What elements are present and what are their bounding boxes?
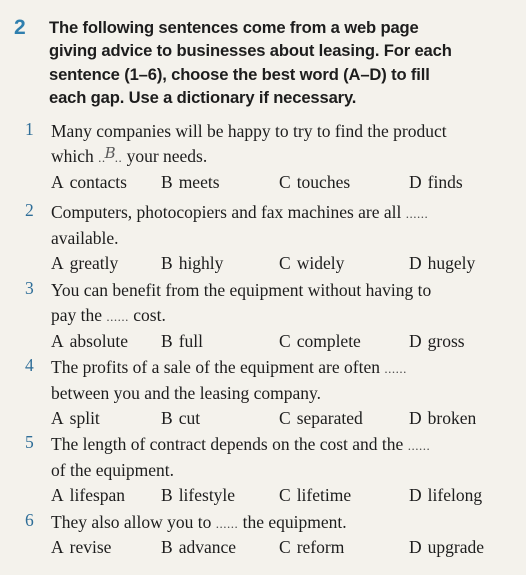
question-item-2: [0, 200, 526, 278]
gap-dots: ......: [407, 438, 431, 453]
question-text-part: the equipment.: [238, 512, 347, 532]
option-c[interactable]: [279, 172, 350, 193]
option-letter: C: [279, 253, 291, 273]
option-b[interactable]: [161, 253, 223, 274]
option-a[interactable]: [51, 537, 111, 558]
option-word: hugely: [427, 253, 476, 273]
option-b[interactable]: [161, 408, 200, 429]
option-letter: B: [161, 331, 173, 351]
instruction-line: each gap. Use a dictionary if necessary.: [49, 88, 357, 108]
question-text-part: between you and the leasing company.: [51, 383, 322, 403]
instruction-line: giving advice to businesses about leasing. For each: [49, 41, 452, 61]
option-d[interactable]: [409, 253, 475, 274]
option-word: finds: [427, 172, 463, 192]
option-letter: A: [51, 331, 64, 351]
option-letter: C: [279, 537, 291, 557]
option-letter: B: [161, 408, 173, 428]
gap-dots: ..: [98, 150, 106, 165]
option-word: advance: [178, 537, 237, 557]
option-d[interactable]: [409, 485, 482, 506]
option-letter: D: [409, 331, 422, 351]
question-text-part: cost.: [128, 305, 166, 325]
option-b[interactable]: [161, 172, 220, 193]
option-word: complete: [296, 331, 361, 351]
answer-options: [0, 537, 526, 562]
exercise-number: 2: [14, 16, 26, 39]
option-c[interactable]: [279, 408, 363, 429]
question-text-part: The profits of a sale of the equipment are often: [51, 357, 385, 377]
option-letter: C: [279, 408, 291, 428]
option-c[interactable]: [279, 253, 344, 274]
option-word: broken: [427, 408, 477, 428]
option-word: highly: [178, 253, 224, 273]
option-word: lifelong: [427, 485, 483, 505]
gap-dots: ......: [106, 309, 129, 324]
question-item-4: [0, 355, 526, 433]
option-word: absolute: [69, 331, 128, 351]
question-text-part: available.: [51, 228, 119, 248]
option-c[interactable]: [279, 537, 344, 558]
option-a[interactable]: [51, 253, 118, 274]
option-word: full: [178, 331, 203, 351]
option-letter: B: [161, 485, 173, 505]
instruction-line: sentence (1–6), choose the best word (A–D) to fill: [49, 64, 430, 84]
question-number: 4: [25, 355, 34, 375]
option-letter: B: [161, 172, 173, 192]
option-letter: C: [279, 331, 291, 351]
option-letter: C: [279, 485, 291, 505]
instruction-line: The following sentences come from a web page: [49, 18, 419, 37]
option-word: revise: [69, 537, 112, 557]
option-word: split: [69, 408, 100, 428]
option-word: contacts: [69, 172, 127, 192]
question-text: [51, 355, 521, 406]
option-letter: D: [409, 537, 422, 557]
option-d[interactable]: [409, 331, 465, 352]
option-word: separated: [296, 408, 363, 428]
question-text-part: You can benefit from the equipment without having to: [51, 280, 432, 300]
question-text-part: which: [51, 146, 99, 166]
gap-dots: ..: [114, 150, 123, 165]
option-letter: C: [279, 172, 291, 192]
option-b[interactable]: [161, 485, 235, 506]
question-text: [51, 432, 521, 483]
answer-options: [0, 485, 526, 510]
question-number: 3: [25, 278, 34, 298]
option-letter: B: [161, 253, 173, 273]
option-d[interactable]: [409, 537, 484, 558]
question-number: 5: [25, 432, 34, 452]
gap-dots: ......: [215, 516, 239, 531]
option-letter: B: [161, 537, 173, 557]
handwritten-answer: B: [104, 144, 116, 162]
option-a[interactable]: [51, 172, 127, 193]
option-letter: A: [51, 408, 64, 428]
option-word: lifetime: [296, 485, 352, 505]
answer-options: [0, 408, 526, 433]
option-word: meets: [178, 172, 220, 192]
option-letter: D: [409, 485, 422, 505]
question-text-part: The length of contract depends on the cost and the: [51, 434, 408, 454]
option-letter: A: [51, 485, 64, 505]
question-text-part: of the equipment.: [51, 460, 174, 480]
gap-dots: ......: [384, 361, 407, 376]
option-b[interactable]: [161, 537, 236, 558]
option-letter: A: [51, 253, 64, 273]
answer-options: [0, 331, 526, 356]
question-text-part: pay the: [51, 305, 107, 325]
question-text: [51, 119, 521, 170]
option-letter: A: [51, 537, 64, 557]
option-word: lifespan: [69, 485, 126, 505]
question-text-part: Computers, photocopiers and fax machines are all: [51, 202, 406, 222]
option-word: touches: [296, 172, 351, 192]
option-word: upgrade: [427, 537, 485, 557]
option-word: widely: [296, 253, 345, 273]
question-item-1: [0, 119, 526, 197]
option-a[interactable]: [51, 408, 100, 429]
option-a[interactable]: [51, 331, 128, 352]
question-number: 2: [25, 200, 34, 220]
option-word: cut: [178, 408, 201, 428]
question-item-6: [0, 510, 526, 570]
option-d[interactable]: [409, 172, 463, 193]
question-text: [51, 200, 521, 251]
answer-options: [0, 253, 526, 278]
option-word: lifestyle: [178, 485, 236, 505]
option-c[interactable]: [279, 331, 361, 352]
question-text-part: They also allow you to: [51, 512, 216, 532]
question-text-part: Many companies will be happy to try to find the product: [51, 121, 447, 141]
option-letter: D: [409, 408, 422, 428]
option-letter: D: [409, 172, 422, 192]
option-letter: A: [51, 172, 64, 192]
option-d[interactable]: [409, 408, 476, 429]
option-c[interactable]: [279, 485, 351, 506]
option-a[interactable]: [51, 485, 125, 506]
option-b[interactable]: [161, 331, 203, 352]
option-word: greatly: [69, 253, 119, 273]
question-item-3: [0, 278, 526, 356]
option-letter: D: [409, 253, 422, 273]
question-text-part: your needs.: [122, 146, 208, 166]
exercise-instructions: [49, 16, 519, 110]
question-item-5: [0, 432, 526, 510]
question-text: [51, 510, 521, 536]
option-word: gross: [427, 331, 465, 351]
question-text: [51, 278, 521, 329]
answer-options: [0, 172, 526, 197]
question-number: 6: [25, 510, 34, 530]
option-word: reform: [296, 537, 345, 557]
question-number: 1: [25, 119, 34, 139]
gap-dots: ......: [405, 206, 429, 221]
